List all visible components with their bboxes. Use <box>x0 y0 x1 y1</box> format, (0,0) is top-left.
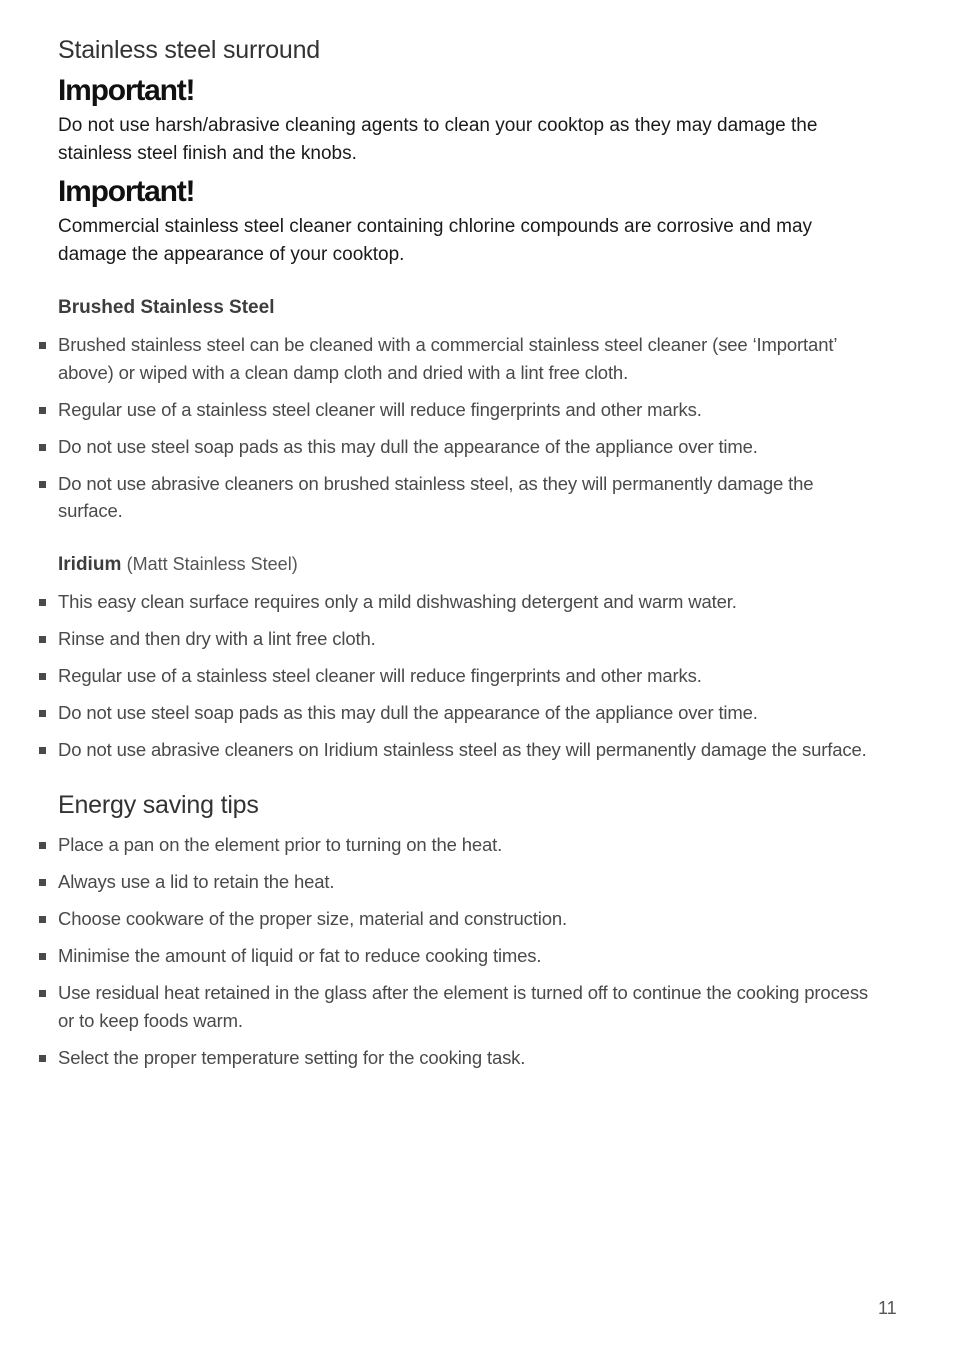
energy-saving-tips-title: Energy saving tips <box>58 791 259 819</box>
important-heading-1: Important! <box>58 74 195 107</box>
list-item: Choose cookware of the proper size, material and construction. <box>58 905 878 933</box>
list-item: Place a pan on the element prior to turning on the heat. <box>58 831 878 859</box>
bullet-square-icon <box>39 916 46 923</box>
bullet-square-icon <box>39 747 46 754</box>
list-item: Rinse and then dry with a lint free cloth. <box>58 625 878 653</box>
list-item: Do not use steel soap pads as this may dull the appearance of the appliance over time. <box>58 433 878 461</box>
list-item: Do not use steel soap pads as this may dull the appearance of the appliance over time. <box>58 699 878 727</box>
list-item: Do not use abrasive cleaners on Iridium stainless steel as they will permanently damage the surface. <box>58 736 878 764</box>
brushed-stainless-list <box>58 331 878 525</box>
list-item: Do not use abrasive cleaners on brushed stainless steel, as they will permanently damage the surface. <box>58 470 878 525</box>
page-content <box>58 34 878 1071</box>
bullet-square-icon <box>39 599 46 606</box>
bullet-square-icon <box>39 953 46 960</box>
bullet-square-icon <box>39 481 46 488</box>
iridium-list <box>58 588 878 764</box>
bullet-square-icon <box>39 636 46 643</box>
iridium-heading-label: Iridium <box>58 553 122 575</box>
list-item: Regular use of a stainless steel cleaner will reduce fingerprints and other marks. <box>58 662 878 690</box>
bullet-square-icon <box>39 842 46 849</box>
important-text-2: Commercial stainless steel cleaner containing chlorine compounds are corrosive and may damage the appearance of your cooktop. <box>58 216 813 265</box>
iridium-heading-suffix: (Matt Stainless Steel) <box>126 553 298 574</box>
brushed-stainless-heading: Brushed Stainless Steel <box>58 297 275 318</box>
stainless-steel-surround-title: Stainless steel surround <box>58 36 321 64</box>
iridium-heading <box>58 551 878 578</box>
bullet-square-icon <box>39 407 46 414</box>
list-item: Regular use of a stainless steel cleaner will reduce fingerprints and other marks. <box>58 396 878 424</box>
list-item: Minimise the amount of liquid or fat to reduce cooking times. <box>58 942 878 970</box>
bullet-square-icon <box>39 990 46 997</box>
list-item: This easy clean surface requires only a mild dishwashing detergent and warm water. <box>58 588 878 616</box>
energy-saving-list <box>58 831 878 1071</box>
list-item: Always use a lid to retain the heat. <box>58 868 878 896</box>
bullet-square-icon <box>39 342 46 349</box>
page-number: 11 <box>878 1298 897 1318</box>
bullet-square-icon <box>39 1055 46 1062</box>
important-heading-2: Important! <box>58 175 195 208</box>
important-text-1: Do not use harsh/abrasive cleaning agents to clean your cooktop as they may damage the stainless steel finish and the knobs. <box>58 115 818 164</box>
bullet-square-icon <box>39 710 46 717</box>
bullet-square-icon <box>39 673 46 680</box>
list-item: Use residual heat retained in the glass after the element is turned off to continue the cooking process or to keep foods warm. <box>58 979 878 1034</box>
bullet-square-icon <box>39 444 46 451</box>
list-item: Brushed stainless steel can be cleaned with a commercial stainless steel cleaner (see ‘Important’ above) or wiped with a clean damp cloth and dried with a lint free cloth. <box>58 331 878 386</box>
bullet-square-icon <box>39 879 46 886</box>
list-item: Select the proper temperature setting for the cooking task. <box>58 1044 878 1072</box>
